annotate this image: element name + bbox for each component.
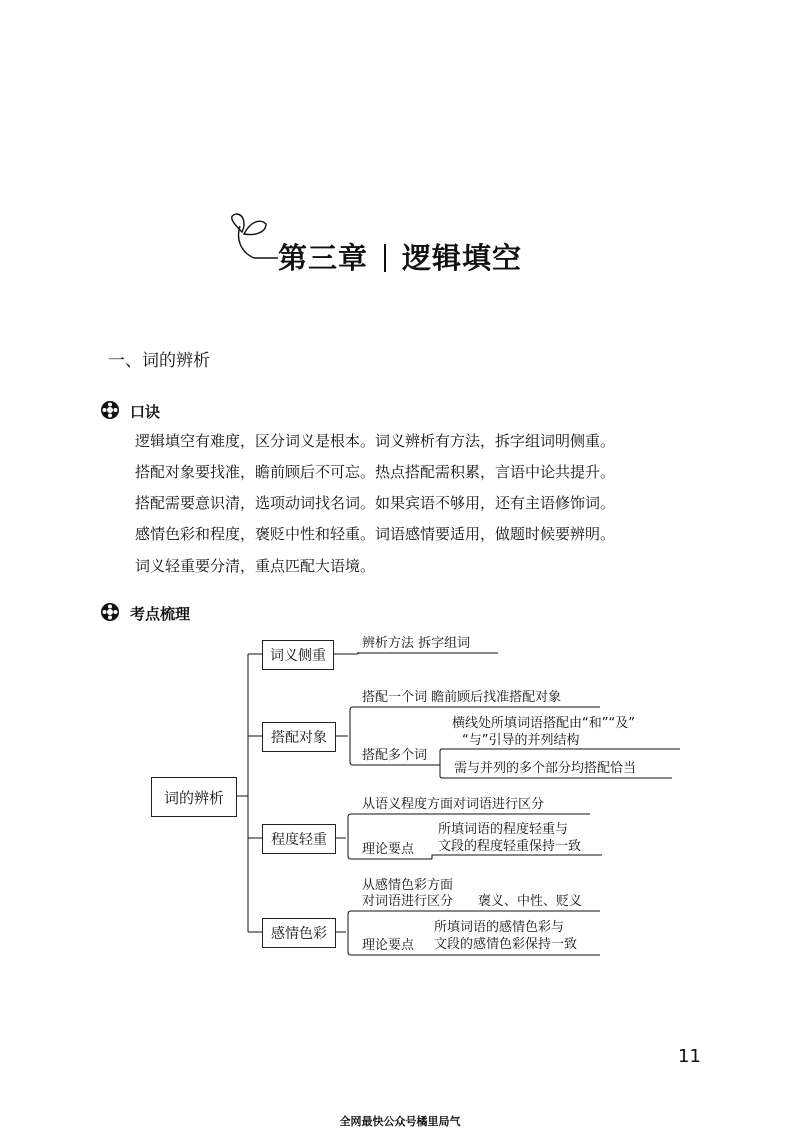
section-title: 一、词的辨析 xyxy=(108,351,210,371)
leaf-parallel-structure: 横线处所填词语搭配由“和”“及” xyxy=(452,716,635,731)
leaf-degree-distinguish: 从语义程度方面对词语进行区分 xyxy=(362,797,545,812)
branch-sentiment: 感情色彩 xyxy=(262,918,336,948)
leaf-sentiment-distinguish: 对词语进行区分 xyxy=(362,894,454,909)
leaf-sentiment-consistency-2: 文段的感情色彩保持一致 xyxy=(434,937,578,952)
leaf-single-collocation: 搭配一个词 瞻前顾后找准搭配对象 xyxy=(362,690,562,705)
leaf-degree-consistency-2: 文段的程度轻重保持一致 xyxy=(438,839,582,854)
mnemonic-heading-text: 口诀 xyxy=(130,403,161,421)
flower-icon xyxy=(100,602,120,622)
mnemonic-line: 搭配对象要找准，瞻前顾后不可忘。热点搭配需积累，言语中论共提升。 xyxy=(135,463,616,481)
leaf-multi-collocation: 搭配多个词 xyxy=(362,748,428,763)
leaf-sentiment-aspect: 从感情色彩方面 xyxy=(362,878,454,893)
mnemonic-line: 搭配需要意识清，选项动词找名词。如果宾语不够用，还有主语修饰词。 xyxy=(135,494,616,512)
sprout-icon xyxy=(232,214,278,258)
branch-degree: 程度轻重 xyxy=(262,824,336,854)
branch-collocation: 搭配对象 xyxy=(262,722,336,752)
mnemonic-line: 词义轻重要分清，重点匹配大语境。 xyxy=(135,557,376,575)
branch-word-emphasis: 词义侧重 xyxy=(262,640,334,670)
mnemonic-heading xyxy=(130,401,160,422)
leaf-sentiment-theory: 理论要点 xyxy=(362,938,415,953)
chapter-title xyxy=(278,236,522,277)
leaf-analysis-method: 辨析方法 拆字组词 xyxy=(362,636,471,651)
page-number: 11 xyxy=(678,1046,701,1067)
leaf-sentiment-types: 褒义、中性、贬义 xyxy=(478,894,583,909)
leaf-all-parts-match: 需与并列的多个部分均搭配恰当 xyxy=(454,761,637,776)
mindmap-root: 词的辨析 xyxy=(151,777,237,817)
mindmap-heading xyxy=(130,603,190,624)
mnemonic-line: 感情色彩和程度，褒贬中性和轻重。词语感情要适用，做题时候要辨明。 xyxy=(135,525,616,543)
flower-icon xyxy=(100,400,120,420)
leaf-parallel-structure-2: “与”引导的并列结构 xyxy=(462,733,580,748)
mindmap-heading-text: 考点梳理 xyxy=(130,605,191,623)
footer-watermark: 全网最快公众号橘里局气 xyxy=(339,1115,461,1128)
leaf-degree-theory: 理论要点 xyxy=(362,842,415,857)
leaf-degree-consistency: 所填词语的程度轻重与 xyxy=(438,822,569,837)
chapter-number: 第三章 xyxy=(278,241,369,275)
title-divider xyxy=(384,244,386,272)
chapter-name: 逻辑填空 xyxy=(402,241,523,275)
leaf-sentiment-consistency: 所填词语的感情色彩与 xyxy=(434,920,565,935)
mnemonic-line: 逻辑填空有难度，区分词义是根本。词义辨析有方法，拆字组词明侧重。 xyxy=(135,432,616,450)
